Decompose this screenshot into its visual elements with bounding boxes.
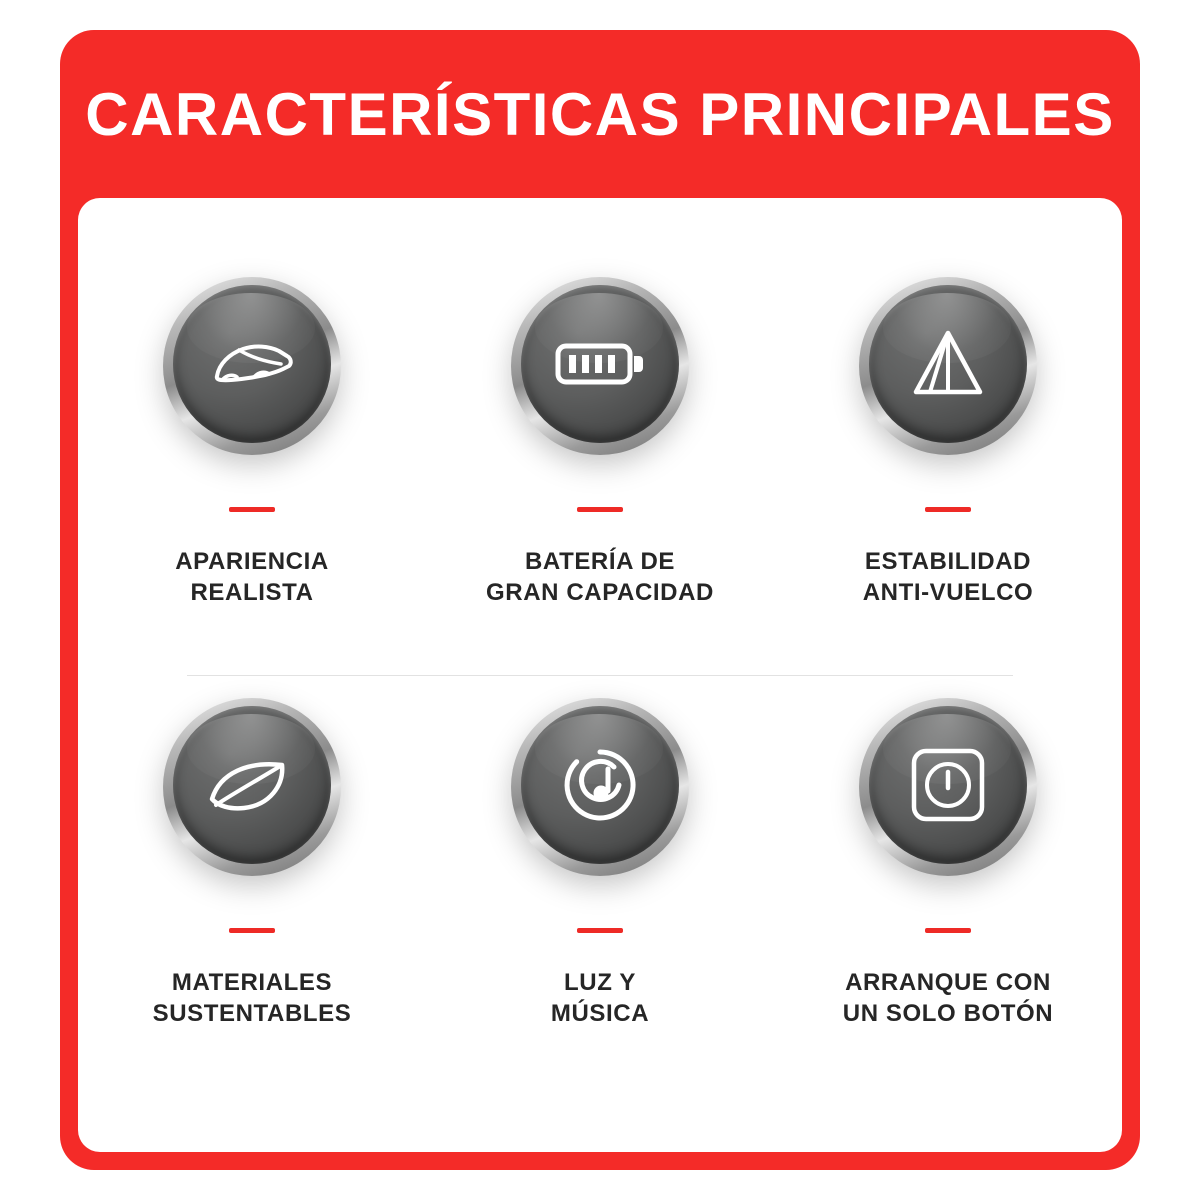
battery-icon (554, 338, 646, 390)
feature-caption (175, 546, 329, 609)
feature-caption (486, 546, 714, 609)
feature-caption-line2: ANTI-VUELCO (862, 579, 1034, 607)
feature-caption-line1: ARRANQUE CON (845, 968, 1051, 996)
knob-face (173, 285, 331, 443)
feature-caption (153, 967, 352, 1030)
knob-face (869, 706, 1027, 864)
feature-caption-line2: GRAN CAPACIDAD (486, 579, 714, 607)
feature-caption (863, 546, 1034, 609)
knob-graphic (157, 694, 347, 884)
car-icon (209, 336, 295, 392)
feature-caption-line1: APARIENCIA (175, 547, 329, 575)
accent-tick (925, 507, 971, 512)
feature-caption-line1: BATERÍA DE (524, 547, 675, 575)
knob-graphic (505, 694, 695, 884)
accent-tick (229, 507, 275, 512)
knob-face (173, 706, 331, 864)
feature-caption-line2: UN SOLO BOTÓN (842, 1000, 1054, 1028)
feature-caption (843, 967, 1053, 1030)
pyramid-stability-icon (910, 328, 986, 400)
knob-face (521, 706, 679, 864)
accent-tick (577, 507, 623, 512)
feature-caption-line1: ESTABILIDAD (864, 547, 1032, 575)
music-disc-icon (562, 747, 638, 823)
feature-caption-line2: REALISTA (190, 579, 314, 607)
feature-item[interactable] (798, 694, 1098, 1030)
features-panel (78, 198, 1122, 1152)
feature-item[interactable] (102, 273, 402, 609)
features-row-top (78, 255, 1122, 675)
power-button-icon (909, 746, 987, 824)
accent-tick (577, 928, 623, 933)
knob-graphic (853, 273, 1043, 463)
accent-tick (229, 928, 275, 933)
feature-caption (551, 967, 649, 1030)
card-header (60, 30, 1140, 198)
knob-graphic (853, 694, 1043, 884)
feature-item[interactable] (450, 694, 750, 1030)
knob-graphic (505, 273, 695, 463)
leaf-icon (204, 753, 300, 817)
features-row-bottom (78, 676, 1122, 1096)
feature-caption-line2: MÚSICA (550, 1000, 650, 1028)
feature-caption-line2: SUSTENTABLES (152, 1000, 352, 1028)
knob-face (521, 285, 679, 443)
accent-tick (925, 928, 971, 933)
feature-item[interactable] (450, 273, 750, 609)
feature-card (60, 30, 1140, 1170)
feature-caption-line1: MATERIALES (171, 968, 333, 996)
knob-face (869, 285, 1027, 443)
knob-graphic (157, 273, 347, 463)
feature-item[interactable] (798, 273, 1098, 609)
feature-item[interactable] (102, 694, 402, 1030)
page-title: CARACTERÍSTICAS PRINCIPALES (85, 80, 1115, 148)
feature-caption-line1: LUZ Y (564, 968, 636, 996)
